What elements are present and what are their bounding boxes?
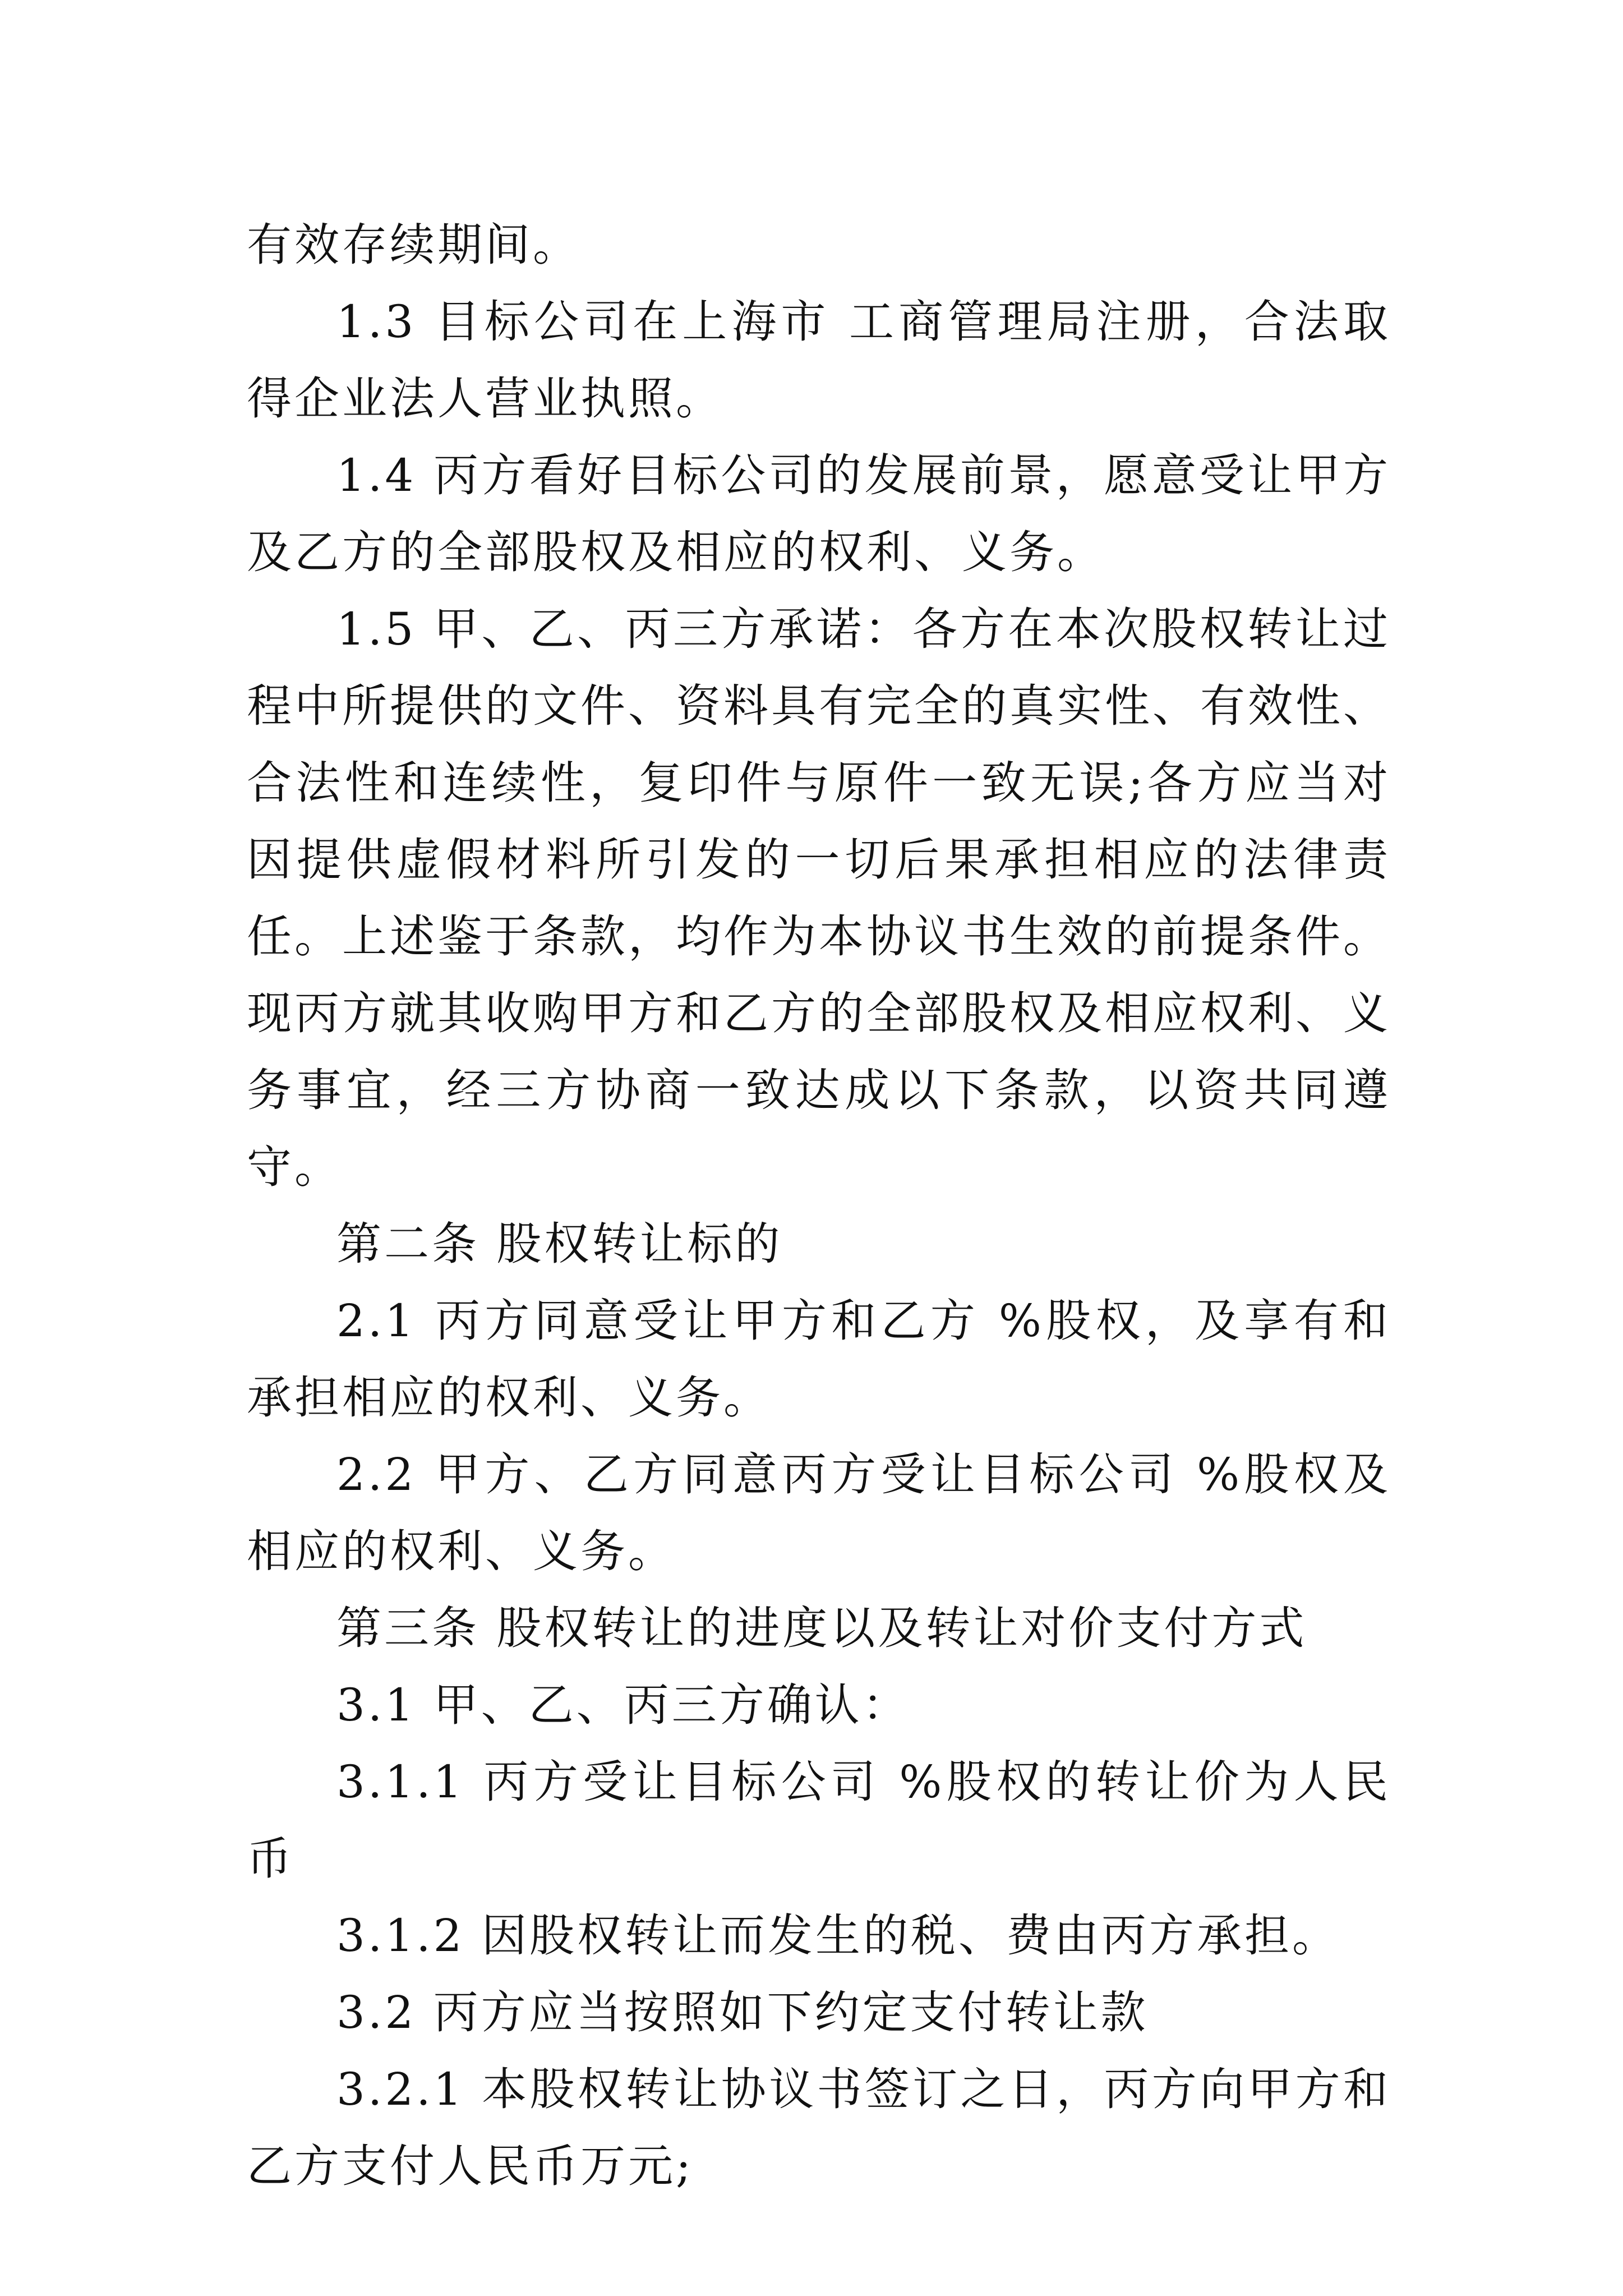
paragraph-1-4: 1.4 丙方看好目标公司的发展前景，愿意受让甲方及乙方的全部股权及相应的权利、义务。 bbox=[247, 449, 1391, 578]
paragraph-1-5: 1.5 甲、乙、丙三方承诺：各方在本次股权转让过程中所提供的文件、资料具有完全的真实性、有效性、合法性和连续性，复印件与原件一致无误;各方应当对因提供虚假材料所引发的一切后果承担相应的法律责任。上述鉴于条款，均作为本协议书生效的前提条件。现丙方就其收购甲方和乙方的全部股权及相应权利、义务事宜，经三方协商一致达成以下条款，以资共同遵守。 bbox=[247, 603, 1391, 1193]
paragraph-continuation: 有效存续期间。 bbox=[247, 219, 580, 271]
section-heading-2: 第二条 股权转让标的 bbox=[336, 1218, 783, 1270]
section-heading-3: 第三条 股权转让的进度以及转让对价支付方式 bbox=[336, 1602, 1307, 1654]
paragraph-3-1: 3.1 甲、乙、丙三方确认： bbox=[336, 1679, 910, 1731]
paragraph-2-2: 2.2 甲方、乙方同意丙方受让目标公司 %股权及相应的权利、义务。 bbox=[247, 1448, 1391, 1577]
paragraph-3-1-1: 3.1.1 丙方受让目标公司 %股权的转让价为人民币 bbox=[247, 1756, 1391, 1885]
document-body bbox=[247, 206, 1391, 2205]
paragraph-3-1-2: 3.1.2 因股权转让而发生的税、费由丙方承担。 bbox=[336, 1910, 1340, 1962]
paragraph-3-2-1: 3.2.1 本股权转让协议书签订之日，丙方向甲方和乙方支付人民币万元; bbox=[247, 2063, 1391, 2192]
paragraph-2-1: 2.1 丙方同意受让甲方和乙方 %股权，及享有和承担相应的权利、义务。 bbox=[247, 1295, 1391, 1424]
paragraph-1-3: 1.3 目标公司在上海市 工商管理局注册，合法取得企业法人营业执照。 bbox=[247, 296, 1391, 425]
paragraph-3-2: 3.2 丙方应当按照如下约定支付转让款 bbox=[336, 1986, 1149, 2039]
